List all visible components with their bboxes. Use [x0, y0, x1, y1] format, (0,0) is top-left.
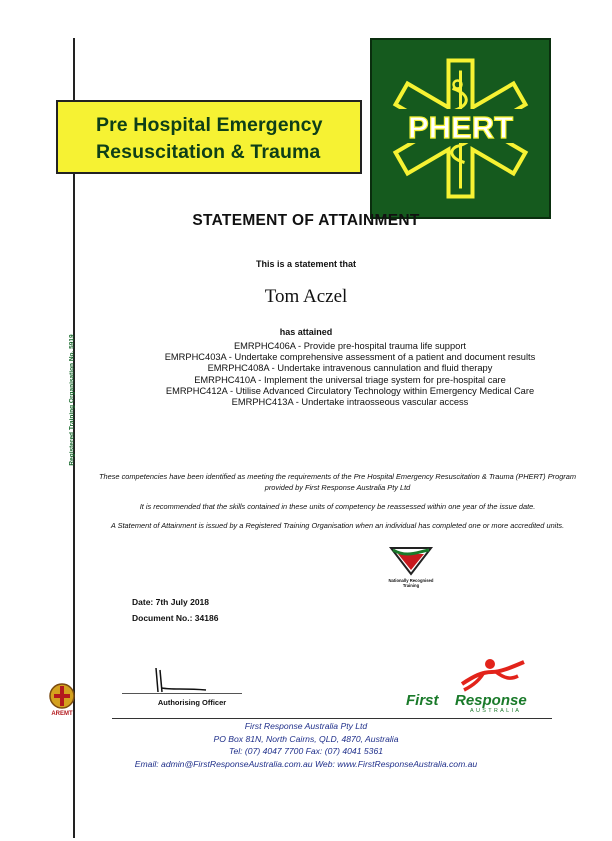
document-number: Document No.: 34186: [132, 613, 219, 623]
statement-line: This is a statement that: [255, 259, 357, 269]
brand-response: Response: [455, 692, 527, 709]
banner-title-line2: Resuscitation & Trauma: [96, 141, 321, 163]
phert-logo: [370, 38, 551, 219]
unit-item: EMRPHC410A - Implement the universal triage system for pre-hospital care: [194, 374, 506, 385]
aremt-emblem-icon: [40, 680, 84, 712]
nrt-triangle-icon: [371, 544, 451, 578]
issue-date: Date: 7th July 2018: [132, 597, 210, 607]
rto-number-text: Registered Training Organisation No. 5919: [68, 334, 76, 466]
star-of-life-icon: [372, 40, 549, 217]
nrt-label-line2: Training: [402, 583, 420, 588]
units-list: [70, 341, 612, 408]
aremt-label: AREMT: [51, 711, 73, 717]
reassess-note: It is recommended that the skills contained in these units of competency be reassessed within one year of the issue date.: [139, 502, 536, 511]
footer-phone-fax: Tel: (07) 4047 7700 Fax: (07) 4041 5361: [229, 746, 383, 756]
signature-line: [122, 693, 242, 694]
unit-item: EMRPHC406A - Provide pre-hospital trauma life support: [233, 341, 466, 351]
unit-item: EMRPHC413A - Undertake intraosseous vascular access: [231, 397, 469, 408]
footer-address: PO Box 81N, North Cairns, QLD, 4870, Australia: [213, 734, 399, 744]
attained-label: has attained: [279, 327, 333, 337]
unit-item: EMRPHC408A - Undertake intravenous cannulation and fluid therapy: [207, 363, 493, 374]
program-title-banner: [56, 100, 362, 174]
runner-icon: [400, 654, 550, 694]
aremt-logo: [40, 680, 84, 720]
document-heading: STATEMENT OF ATTAINMENT: [192, 212, 420, 229]
banner-title-line1: Pre Hospital Emergency: [96, 114, 323, 136]
nrt-label-line1: Nationally Recognised: [388, 578, 434, 583]
brand-country: AUSTRALIA: [470, 708, 522, 714]
signature: [150, 664, 210, 696]
recipient-name: Tom Aczel: [264, 286, 348, 307]
brand-first: First: [406, 692, 439, 709]
competency-note: These competencies have been identified as meeting the requirements of the Pre Hospital Emergency Resuscitation & Trauma (PHERT) Program provided by First Response Australia Pty Ltd: [98, 472, 577, 492]
nrt-logo: [371, 544, 451, 594]
footer-rule: [112, 718, 552, 719]
statement-info-note: A Statement of Attainment is issued by a Registered Training Organisation when an individual has completed one or more accredited units.: [110, 521, 565, 530]
nrt-label: [371, 578, 451, 588]
authorising-officer-label: Authorising Officer: [157, 698, 227, 707]
unit-item: EMRPHC403A - Undertake comprehensive assessment of a patient and document results: [164, 352, 536, 363]
footer-company: First Response Australia Pty Ltd: [244, 721, 368, 731]
phert-logo-text: PHERT: [407, 110, 514, 145]
first-response-logo: [400, 654, 550, 718]
unit-item: EMRPHC412A - Utilise Advanced Circulatory Technology within Emergency Medical Care: [165, 385, 535, 396]
footer-email-web: Email: admin@FirstResponseAustralia.com.au Web: www.FirstResponseAustralia.com.au: [134, 759, 478, 769]
